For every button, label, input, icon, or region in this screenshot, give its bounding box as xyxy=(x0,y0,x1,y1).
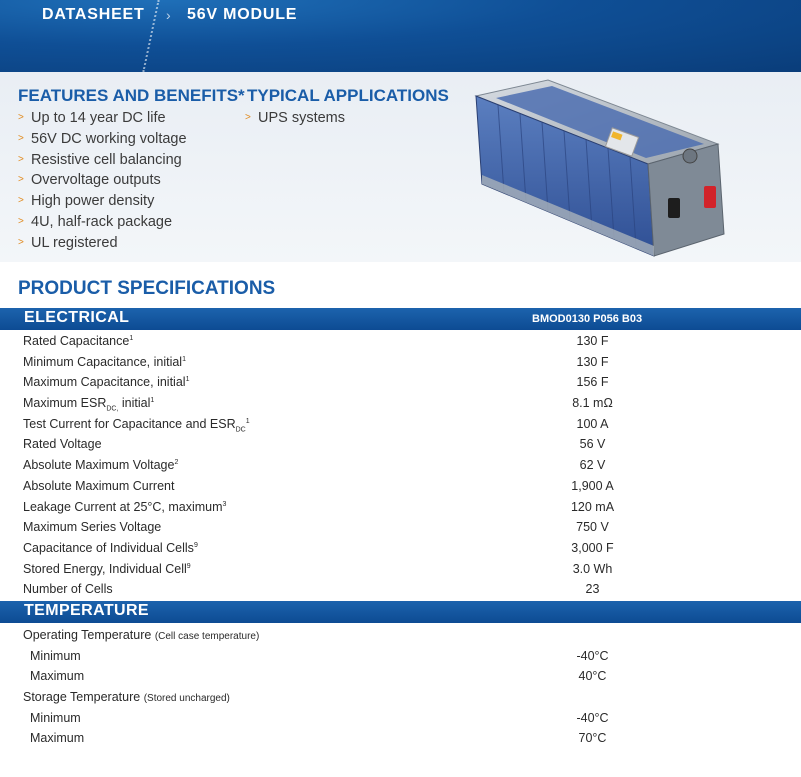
features-list xyxy=(18,108,187,254)
list-item: > UL registered xyxy=(18,233,187,254)
product-specifications-title: PRODUCT SPECIFICATIONS xyxy=(18,278,276,299)
banner-datasheet-label: DATASHEET xyxy=(42,6,145,23)
bullet-arrow-icon: > xyxy=(18,153,24,165)
table-row: Operating Temperature (Cell case temperature) xyxy=(23,628,260,642)
table-row: Storage Temperature (Stored uncharged) xyxy=(23,690,230,705)
list-item: > Overvoltage outputs xyxy=(18,170,187,191)
table-row: Minimum -40°C xyxy=(30,648,609,663)
banner-dotted-divider xyxy=(142,0,187,72)
electrical-label: ELECTRICAL xyxy=(24,309,130,326)
bullet-arrow-icon: > xyxy=(18,132,24,144)
table-row: Capacitance of Individual Cells$^9$ 3,000 F xyxy=(23,540,614,555)
table-row: Minimum Capacitance, initial$^1$ 130 F xyxy=(23,354,609,369)
bullet-arrow-icon: > xyxy=(18,236,24,248)
bullet-arrow-icon: > xyxy=(18,174,24,186)
table-row: Leakage Current at 25°C, maximum$^3$ 120 mA xyxy=(23,499,615,514)
table-row: Maximum Series Voltage 750 V xyxy=(23,520,609,535)
table-row: Stored Energy, Individual Cell$^9$ 3.0 Wh xyxy=(23,561,613,576)
table-row: Maximum 70°C xyxy=(30,731,607,746)
list-item: > Resistive cell balancing xyxy=(18,150,187,171)
header-banner xyxy=(0,0,801,72)
table-row: Number of Cells 23 xyxy=(23,582,600,597)
applications-heading: TYPICAL APPLICATIONS xyxy=(247,86,449,105)
table-row: Absolute Maximum Voltage$^2$ 62 V xyxy=(23,458,606,473)
list-item: > 56V DC working voltage xyxy=(18,129,187,150)
banner-module-label: 56V MODULE xyxy=(187,6,298,23)
table-row: Maximum $ESR_{DC,}$ initial$^1$ 8.1 mΩ xyxy=(23,396,613,413)
list-item: > 4U, half-rack package xyxy=(18,212,187,233)
table-row: Rated Voltage 56 V xyxy=(23,437,606,452)
temperature-label: TEMPERATURE xyxy=(24,602,149,619)
list-item: > High power density xyxy=(18,191,187,212)
table-row: Absolute Maximum Current 1,900 A xyxy=(23,478,614,493)
table-row: Minimum -40°C xyxy=(30,710,609,725)
applications-list xyxy=(245,108,345,129)
ultracapacitor-module-image xyxy=(468,74,748,264)
bullet-arrow-icon: > xyxy=(18,215,24,227)
features-heading: FEATURES AND BENEFITS* xyxy=(18,86,245,105)
chevron-right-icon: › xyxy=(166,7,171,23)
bullet-arrow-icon: > xyxy=(245,112,251,123)
table-row: Maximum 40°C xyxy=(30,669,607,684)
model-number: BMOD0130 P056 B03 xyxy=(532,313,643,325)
electrical-table xyxy=(0,331,801,600)
list-item: > UPS systems xyxy=(245,108,345,129)
bullet-arrow-icon: > xyxy=(18,112,24,123)
temperature-table xyxy=(0,625,801,749)
electrical-section-header xyxy=(0,308,801,330)
table-row: Maximum Capacitance, initial$^1$ 156 F xyxy=(23,375,609,390)
table-row: Rated Capacitance$^1$ 130 F xyxy=(23,334,609,348)
bullet-arrow-icon: > xyxy=(18,195,24,207)
table-row: Test Current for Capacitance and $ESR_{DC}^1$ 100 A xyxy=(23,416,609,434)
list-item: > Up to 14 year DC life xyxy=(18,108,187,129)
temperature-section-header xyxy=(0,601,801,623)
